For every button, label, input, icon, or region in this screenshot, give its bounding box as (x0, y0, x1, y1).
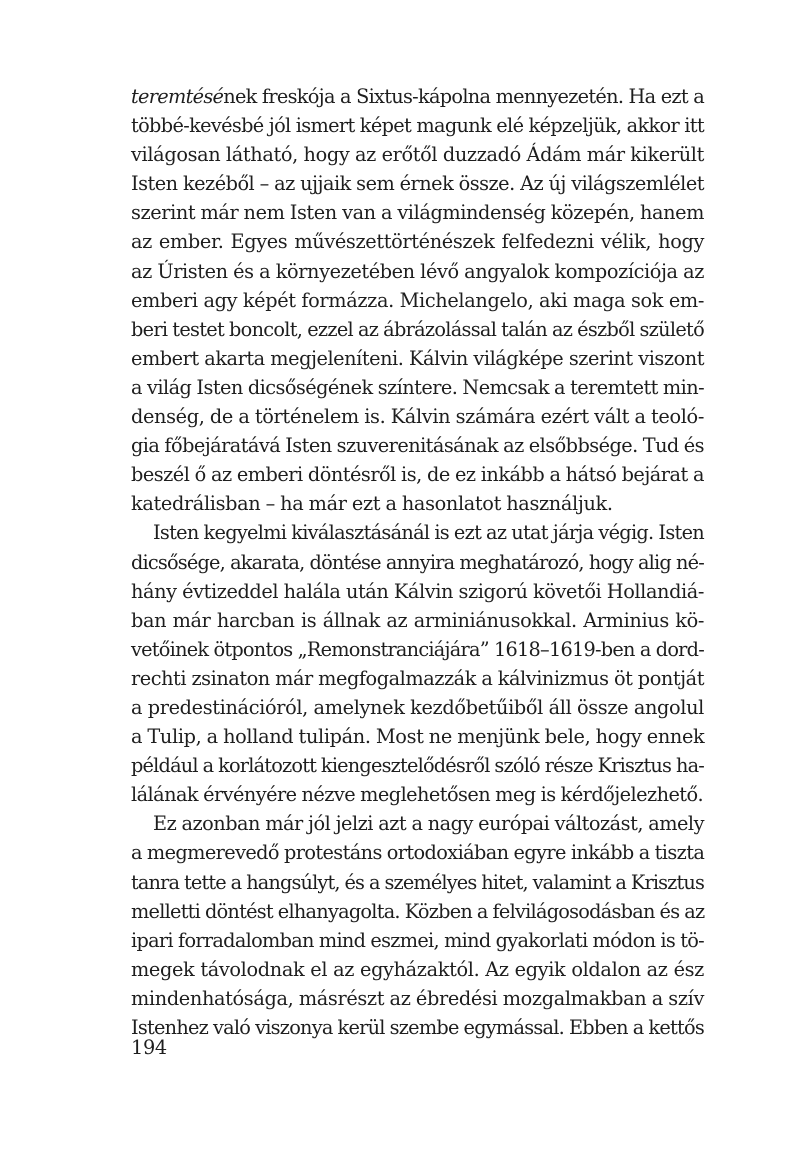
text-line (131, 82, 704, 111)
text-line: embert akarta megjeleníteni. Kálvin világképe szerint viszont (131, 346, 704, 370)
text-line: katedrálisban – ha már ezt a hasonlatot használjuk. (131, 492, 613, 516)
text-line: például a korlátozott kiengesztelődésről szóló része Krisztus ha- (131, 754, 704, 778)
text-line: többé-kevésbé jól ismert képet magunk elé képzeljük, akkor itt (131, 114, 704, 138)
text-line: a predestinációról, amelynek kezdőbetűiből áll össze angolul (131, 695, 704, 719)
text-line: beszél ő az emberi döntésről is, de ez inkább a hátsó bejárat a (131, 463, 704, 487)
text-line: a Tulip, a holland tulipán. Most ne menjünk bele, hogy ennek (131, 725, 705, 749)
text-line: gia főbejáratává Isten szuverenitásának az elsőbbsége. Tud és (131, 434, 705, 458)
text-line: Isten kegyelmi kiválasztásánál is ezt az utat járja végig. Isten (153, 521, 704, 545)
text-line: beri testet boncolt, ezzel az ábrázolással talán az észből születő (131, 317, 704, 341)
italic-word: teremtésé (131, 85, 224, 108)
text-line: rechti zsinaton már megfogalmazzák a kálvinizmus öt pontját (131, 666, 704, 690)
text-line: melletti döntést elhanyagolta. Közben a felvilágosodásban és az (131, 899, 705, 923)
text-line: a megmerevedő protestáns ortodoxiában egyre inkább a tiszta (131, 841, 705, 865)
text-line: dicsősége, akarata, döntése annyira meghatározó, hogy alig né- (131, 550, 704, 574)
text-line: ban már harcban is állnak az arminiánusokkal. Arminius kö- (131, 608, 704, 632)
text-line: Istenhez való viszonya kerül szembe egymással. Ebben a kettős (131, 1016, 704, 1039)
page-number: 194 (131, 1036, 167, 1059)
text-line: lálának érvényére nézve meglehetősen meg is kérdőjelezhető. (131, 783, 704, 807)
text-line: világosan látható, hogy az erőtől duzzadó Ádám már kikerült (131, 143, 704, 167)
text-line: Isten kezéből – az ujjaik sem érnek össze. Az új világszemlélet (131, 172, 704, 196)
text-line: szerint már nem Isten van a világmindenség közepén, hanem (131, 201, 704, 225)
text-line: ipari forradalomban mind eszmei, mind gyakorlati módon is tö- (131, 928, 704, 952)
body-text (131, 82, 704, 1042)
text-line: megek távolodnak el az egyházaktól. Az egyik oldalon az ész (131, 957, 704, 981)
text-line: mindenhatósága, másrészt az ébredési mozgalmakban a szív (131, 986, 704, 1010)
text-line: emberi agy képét formázza. Michelangelo, aki maga sok em- (131, 288, 704, 312)
paragraph-2 (131, 518, 704, 809)
paragraph-1 (131, 82, 704, 518)
text-line: hány évtizeddel halála után Kálvin szigorú követői Hollandiá- (131, 579, 704, 603)
paragraph-3 (131, 809, 704, 1042)
text-line: Ez azonban már jól jelzi azt a nagy európai változást, amely (153, 812, 704, 836)
text-line: a világ Isten dicsőségének színtere. Nemcsak a teremtett min- (131, 375, 705, 399)
text-line: denség, de a történelem is. Kálvin számára ezért vált a teoló- (131, 405, 704, 429)
text-line: az ember. Egyes művészettörténészek felfedezni vélik, hogy (131, 230, 704, 254)
text-line-rest: nek freskója a Sixtus-kápolna mennyezetén. Ha ezt a (223, 85, 704, 108)
text-line: az Úristen és a környezetében lévő angyalok kompozíciója az (131, 259, 704, 283)
text-line: tanra tette a hangsúlyt, és a személyes hitet, valamint a Krisztus (131, 870, 704, 894)
text-line: vetőinek ötpontos „Remonstranciájára” 1618–1619-ben a dord- (131, 637, 704, 661)
